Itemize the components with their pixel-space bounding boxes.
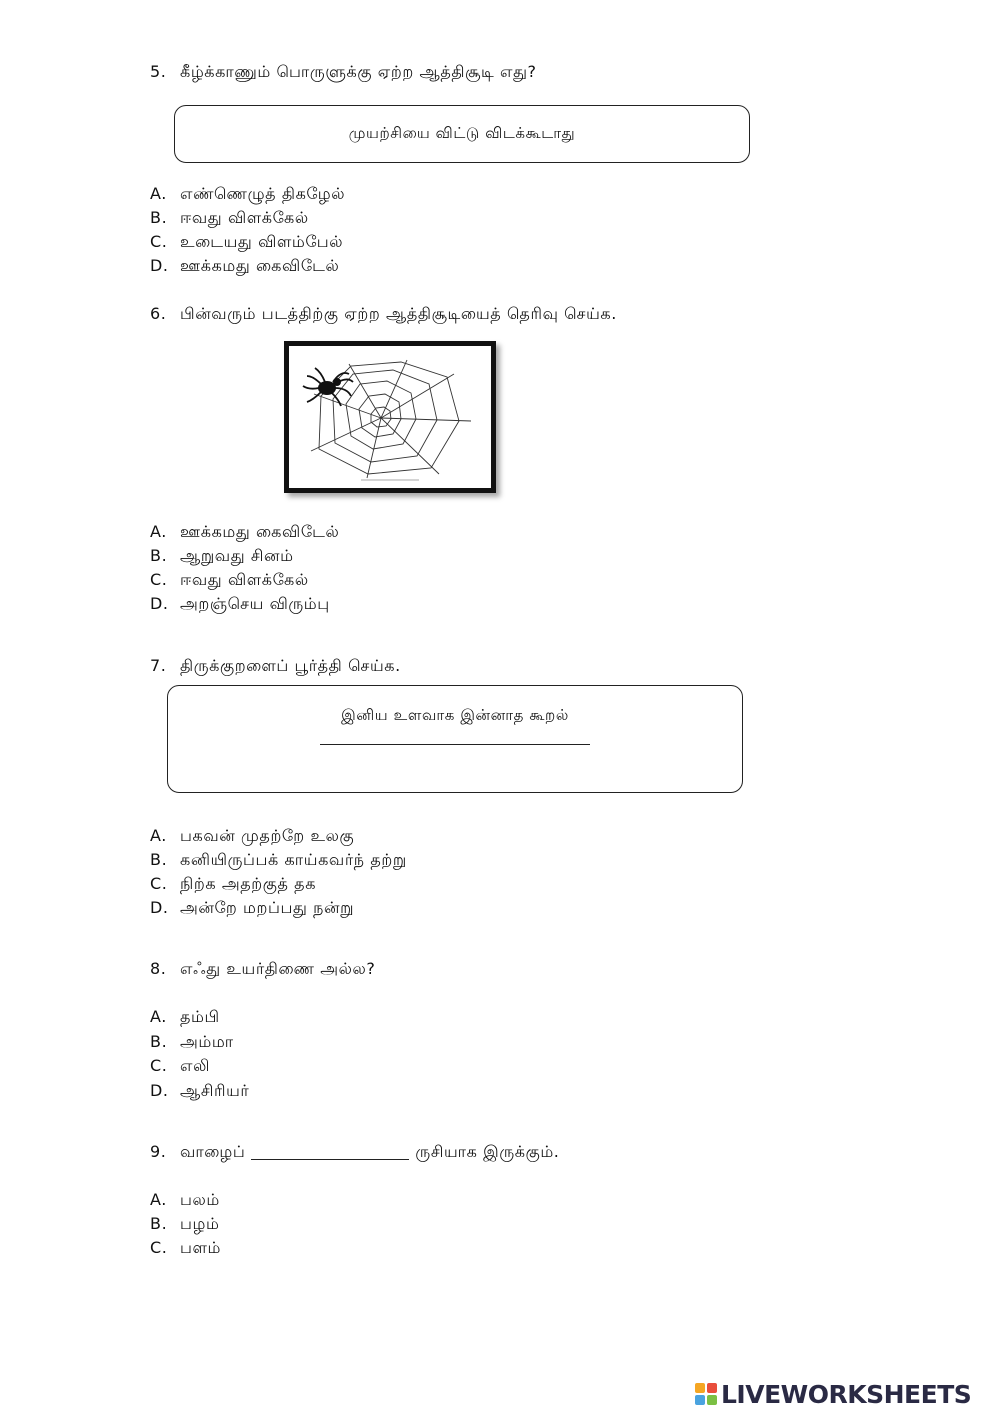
logo-square [695, 1395, 705, 1405]
question-text-after: ருசியாக இருக்கும். [415, 1142, 560, 1161]
question-8 [150, 959, 376, 980]
option-a[interactable] [150, 1190, 220, 1211]
option-d[interactable] [150, 898, 354, 919]
question-text: பின்வரும் படத்திற்கு ஏற்ற ஆத்திசூடியைத் தெரிவு செய்க. [180, 304, 617, 323]
option-text: ஈவது விளக்கேல் [180, 570, 309, 589]
option-text: ஊக்கமது கைவிடேல் [180, 256, 340, 275]
logo-text: LIVEWORKSHEETS [721, 1379, 972, 1409]
kural-blank-line [320, 744, 590, 745]
option-a[interactable] [150, 826, 354, 847]
option-c[interactable] [150, 570, 309, 591]
option-letter: A. [150, 1190, 167, 1209]
option-letter: A. [150, 522, 167, 541]
option-d[interactable] [150, 256, 339, 277]
question-number: 9. [150, 1142, 167, 1161]
option-letter: A. [150, 1007, 167, 1026]
kural-line-1: இனிய உளவாக இன்னாத கூறல் [341, 706, 569, 724]
option-text: அம்மா [180, 1032, 234, 1051]
option-letter: C. [150, 570, 168, 589]
logo-square [707, 1395, 717, 1405]
logo-mark-icon [695, 1383, 717, 1405]
option-letter: A. [150, 826, 167, 845]
option-a[interactable] [150, 522, 339, 543]
question-9 [150, 1142, 559, 1163]
option-b[interactable] [150, 1214, 219, 1235]
option-text: நிற்க அதற்குத் தக [180, 874, 317, 893]
question-5 [150, 62, 537, 83]
option-letter: A. [150, 184, 167, 203]
option-letter: B. [150, 546, 168, 565]
option-text: தம்பி [180, 1007, 220, 1026]
option-text: ஊக்கமது கைவிடேல் [180, 522, 340, 541]
option-text: எலி [180, 1056, 210, 1075]
logo-square [707, 1383, 717, 1393]
option-letter: C. [150, 1056, 168, 1075]
option-c[interactable] [150, 1056, 210, 1077]
logo-square [695, 1383, 705, 1393]
question-number: 6. [150, 304, 167, 323]
option-text: அறஞ்செய விரும்பு [180, 594, 330, 613]
question-number: 7. [150, 656, 167, 675]
option-a[interactable] [150, 184, 345, 205]
option-c[interactable] [150, 232, 343, 253]
option-c[interactable] [150, 874, 316, 895]
option-text: ஈவது விளக்கேல் [180, 208, 309, 227]
question-text-before: வாழைப் [180, 1142, 246, 1161]
option-text: உடையது விளம்பேல் [180, 232, 344, 251]
question-text: எஃது உயர்திணை அல்ல? [180, 959, 376, 978]
kural-box [167, 685, 743, 793]
option-text: பளம் [180, 1238, 222, 1257]
question-text: திருக்குறளைப் பூர்த்தி செய்க. [180, 656, 401, 675]
option-text: பகவன் முதற்றே உலகு [180, 826, 355, 845]
option-letter: B. [150, 1032, 168, 1051]
question-text: கீழ்க்காணும் பொருளுக்கு ஏற்ற ஆத்திசூடி எது? [180, 62, 537, 81]
spider-web-illustration [289, 346, 491, 488]
option-letter: C. [150, 232, 168, 251]
option-text: கனியிருப்பக் காய்கவர்ந் தற்று [180, 850, 407, 869]
answer-blank[interactable] [251, 1140, 409, 1160]
option-text: பழம் [180, 1214, 220, 1233]
option-letter: C. [150, 874, 168, 893]
option-letter: B. [150, 1214, 168, 1233]
option-c[interactable] [150, 1238, 221, 1259]
question-7 [150, 656, 401, 677]
option-letter: B. [150, 208, 168, 227]
spider-web-image [284, 341, 496, 493]
option-b[interactable] [150, 1032, 234, 1053]
option-a[interactable] [150, 1007, 220, 1028]
option-letter: D. [150, 256, 169, 275]
question-number: 5. [150, 62, 167, 81]
question-6 [150, 304, 617, 325]
liveworksheets-logo[interactable] [695, 1378, 971, 1410]
option-d[interactable] [150, 1081, 249, 1102]
meaning-box [174, 105, 750, 163]
meaning-text: முயற்சியை விட்டு விடக்கூடாது [348, 124, 576, 142]
option-letter: B. [150, 850, 168, 869]
question-number: 8. [150, 959, 167, 978]
option-text: பலம் [180, 1190, 220, 1209]
option-b[interactable] [150, 546, 294, 567]
option-b[interactable] [150, 208, 309, 229]
option-text: அன்றே மறப்பது நன்று [180, 898, 355, 917]
spider-icon [303, 368, 353, 406]
option-text: எண்ணெழுத் திகழேல் [180, 184, 346, 203]
option-d[interactable] [150, 594, 330, 615]
option-letter: D. [150, 594, 169, 613]
option-letter: D. [150, 1081, 169, 1100]
option-letter: C. [150, 1238, 168, 1257]
option-b[interactable] [150, 850, 407, 871]
option-text: ஆறுவது சினம் [180, 546, 294, 565]
option-text: ஆசிரியர் [180, 1081, 250, 1100]
option-letter: D. [150, 898, 169, 917]
